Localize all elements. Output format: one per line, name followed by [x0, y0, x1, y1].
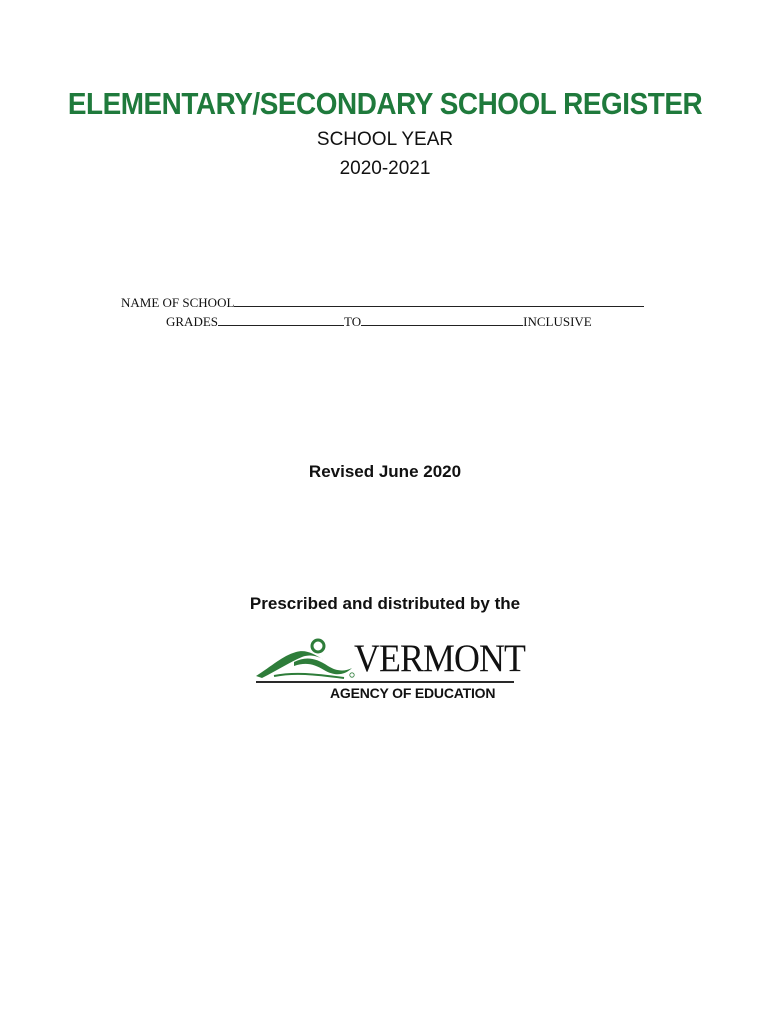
- school-year-label: SCHOOL YEAR: [316, 129, 454, 150]
- school-year-value: 2020-2021: [339, 158, 431, 179]
- grades-from-field[interactable]: [218, 314, 344, 326]
- grades-to-label: TO: [344, 314, 362, 329]
- school-name-row: [121, 295, 644, 311]
- grades-row: [166, 314, 592, 330]
- vermont-agency-logo: [254, 636, 525, 706]
- grades-label: GRADES: [166, 314, 219, 329]
- inclusive-label: INCLUSIVE: [523, 314, 592, 329]
- distribution-text: Prescribed and distributed by the: [249, 594, 521, 613]
- grades-to-field[interactable]: [361, 314, 523, 326]
- school-name-field[interactable]: [234, 295, 644, 307]
- revision-text: Revised June 2020: [308, 462, 462, 481]
- logo-wordmark: VERMONT: [354, 637, 525, 680]
- logo-divider: [256, 681, 514, 683]
- mountain-logo-icon: [254, 636, 364, 682]
- logo-agency-name: AGENCY OF EDUCATION: [330, 685, 496, 701]
- document-title: ELEMENTARY/SECONDARY SCHOOL REGISTER: [67, 86, 703, 121]
- school-name-label: NAME OF SCHOOL: [121, 295, 235, 310]
